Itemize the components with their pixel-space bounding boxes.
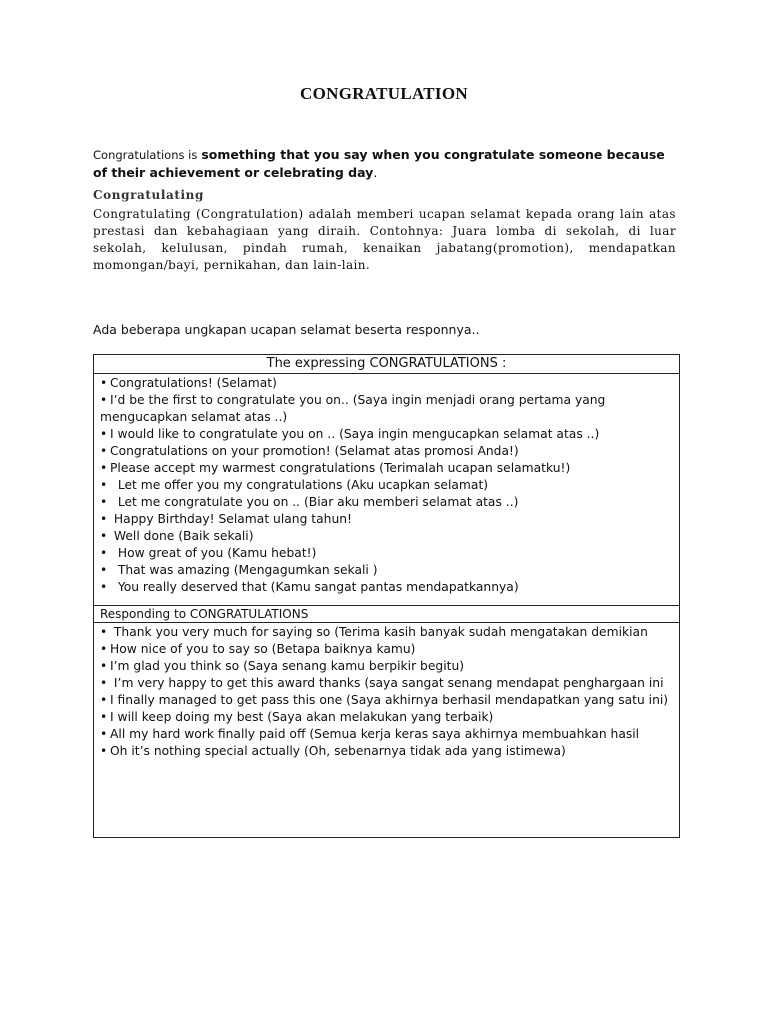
- list-item: • I finally managed to get pass this one (Saya akhirnya berhasil mendapatkan yang satu ini): [100, 693, 669, 707]
- intro-lead: Congratulations is: [93, 148, 198, 162]
- list-item: • How nice of you to say so (Betapa baiknya kamu): [100, 642, 416, 656]
- list-item: • Please accept my warmest congratulations (Terimalah ucapan selamatku!): [100, 461, 571, 475]
- list-item: • Let me congratulate you on .. (Biar aku memberi selamat atas ..): [100, 495, 519, 509]
- list-item: • Thank you very much for saying so (Terima kasih banyak sudah mengatakan demikian: [100, 625, 648, 639]
- list-item: • That was amazing (Mengagumkan sekali ): [100, 563, 378, 577]
- list-item: • Congratulations! (Selamat): [100, 376, 277, 390]
- list-item: • All my hard work finally paid off (Semua kerja keras saya akhirnya membuahkan hasil: [100, 727, 640, 741]
- expressing-list: [94, 374, 679, 606]
- intro-paragraph: [93, 146, 683, 181]
- expressions-table: [93, 354, 680, 838]
- intro-definition: something that you say when you congratulate someone because of their achievement or celebrating day: [93, 147, 665, 180]
- document-title: CONGRATULATION: [300, 84, 468, 103]
- list-item: • Well done (Baik sekali): [100, 529, 254, 543]
- list-item: • I’m very happy to get this award thanks (saya sangat senang mendapat penghargaan ini: [100, 676, 664, 690]
- list-item: • I’d be the first to congratulate you on.. (Saya ingin menjadi orang pertama yang mengucapkan selamat atas ..): [100, 393, 606, 424]
- list-item: • You really deserved that (Kamu sangat pantas mendapatkannya): [100, 580, 519, 594]
- responding-header: Responding to CONGRATULATIONS: [94, 606, 679, 623]
- list-item: • Congratulations on your promotion! (Selamat atas promosi Anda!): [100, 444, 519, 458]
- congratulating-heading: Congratulating: [93, 188, 204, 202]
- list-item: • Happy Birthday! Selamat ulang tahun!: [100, 512, 352, 526]
- list-item: • How great of you (Kamu hebat!): [100, 546, 317, 560]
- list-item: • Oh it’s nothing special actually (Oh, sebenarnya tidak ada yang istimewa): [100, 744, 566, 758]
- list-item: • I’m glad you think so (Saya senang kamu berpikir begitu): [100, 659, 465, 673]
- expressions-intro-line: Ada beberapa ungkapan ucapan selamat beserta responnya..: [93, 322, 480, 337]
- expressing-header: The expressing CONGRATULATIONS :: [94, 355, 679, 374]
- list-item: • Let me offer you my congratulations (Aku ucapkan selamat): [100, 478, 489, 492]
- list-item: • I will keep doing my best (Saya akan melakukan yang terbaik): [100, 710, 494, 724]
- congratulating-paragraph: Congratulating (Congratulation) adalah memberi ucapan selamat kepada orang lain atas prestasi dan kebahagiaan yang diraih. Contohnya: Juara lomba di sekolah, di luar sekolah, kelulusan, pindah rumah, kenaikan jabatang(promotion), mendapatkan momongan/bayi, pernikahan, dan lain-lain.: [93, 207, 676, 272]
- responding-list: [94, 623, 679, 760]
- list-item: • I would like to congratulate you on .. (Saya ingin mengucapkan selamat atas ..): [100, 427, 600, 441]
- intro-period: .: [373, 165, 378, 180]
